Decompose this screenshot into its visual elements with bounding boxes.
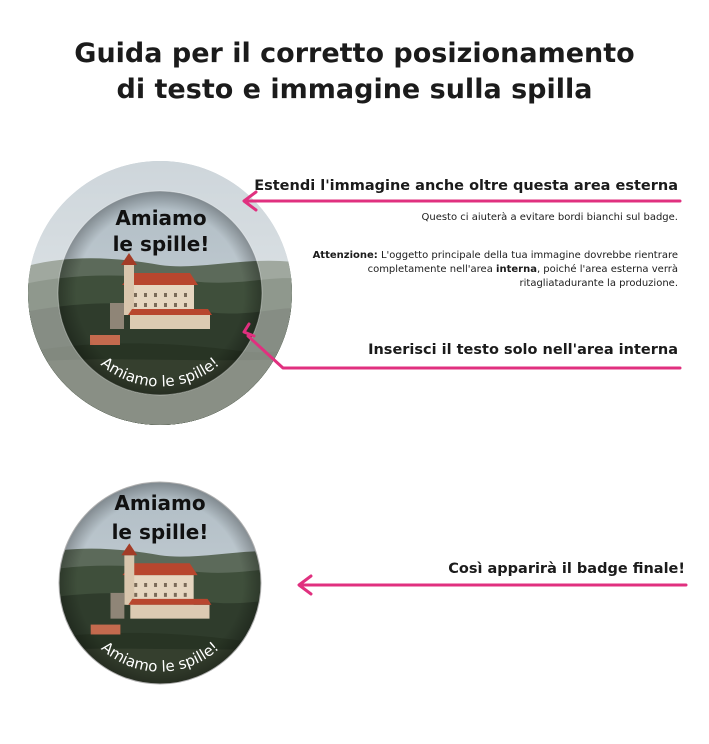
badge-preview-curved-text: Amiamo le spille! (97, 353, 223, 391)
inner-area-heading: Inserisci il testo solo nell'area interna (368, 342, 678, 358)
warning-emphasis: interna (496, 264, 537, 275)
warning-text-part-2: , poiché l'area esterna verrà ritagliatadurante la produzione. (519, 264, 678, 289)
badge-final-curved-text: Amiamo le spille! (98, 637, 223, 676)
badge-preview-inner-area (20, 153, 300, 433)
badge-final (21, 444, 298, 721)
badge-final-text-line-2: le spille! (111, 520, 209, 544)
badge-final-text-line-1: Amiamo (114, 491, 206, 515)
outer-area-heading: Estendi l'immagine anche oltre questa area esterna (254, 178, 678, 194)
final-badge-heading: Così apparirà il badge finale! (448, 561, 685, 577)
warning-label: Attenzione: (312, 250, 378, 261)
warning-text-part-1: L'oggetto principale della tua immagine dovrebbe rientrare completamente nell'area (367, 250, 678, 275)
final-badge-arrow (299, 576, 686, 594)
badge-preview-text-line-1: Amiamo (115, 206, 207, 230)
badge-preview-text-line-2: le spille! (112, 232, 210, 256)
badge-preview (20, 153, 300, 433)
outer-area-note: Questo ci aiuterà a evitare bordi bianchi sul badge. (421, 212, 678, 223)
title-line-1: Guida per il corretto posizionamento (74, 38, 635, 69)
title-line-2: di testo e immagine sulla spilla (116, 74, 593, 105)
warning-note (308, 249, 678, 291)
outer-area-arrow (244, 192, 680, 210)
